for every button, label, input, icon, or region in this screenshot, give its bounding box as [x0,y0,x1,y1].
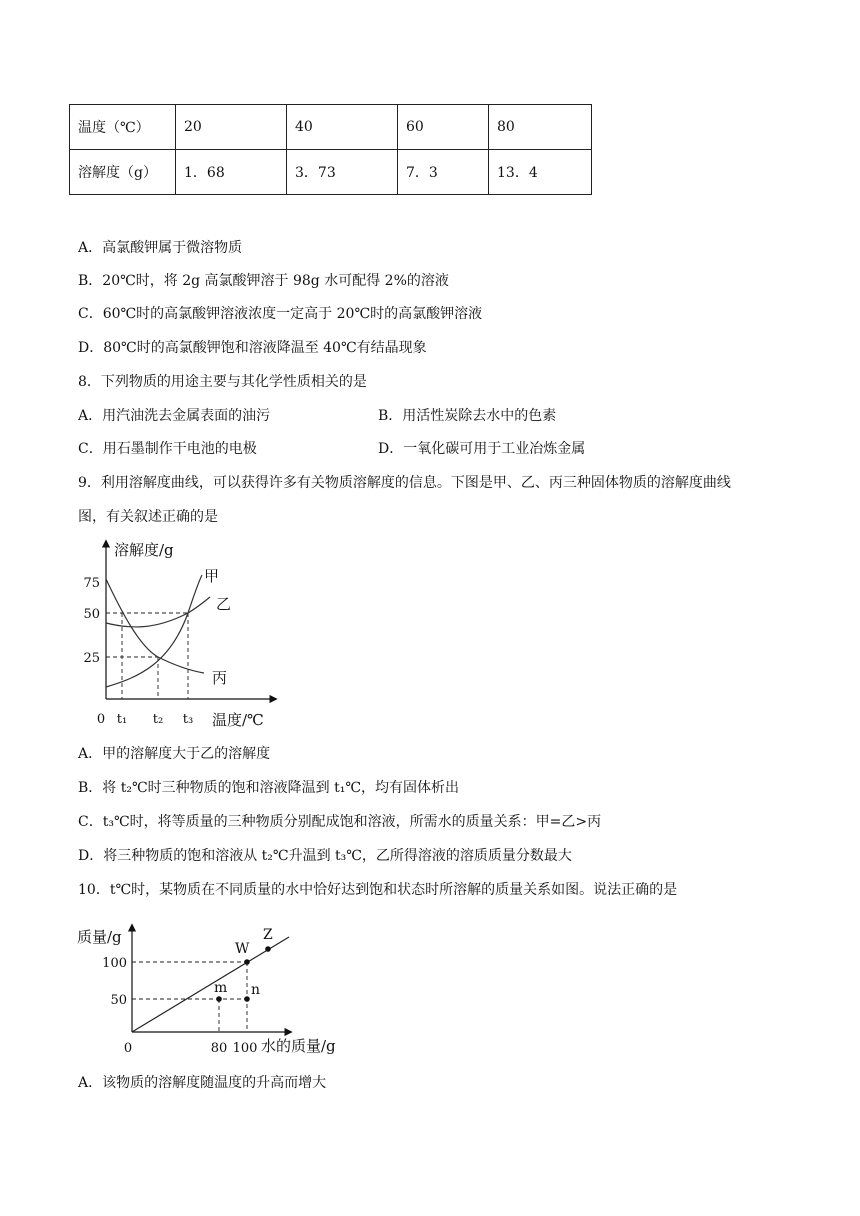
x-tick-t3: t₃ [182,712,194,727]
y-tick-75: 75 [83,576,100,591]
y-tick-50: 50 [110,993,127,1008]
y-axis-label: 质量/g [77,928,122,946]
point-z [265,946,271,952]
point-n-label: n [251,982,261,998]
q9-option-b: B．将 t₂℃时三种物质的饱和溶液降温到 t₁℃，均有固体析出 [78,780,459,796]
table-cell: 20 [176,105,287,150]
q10-stem: 10．t℃时，某物质在不同质量的水中恰好达到饱和状态时所溶解的质量关系如图。说法正确的是 [78,882,678,898]
x-tick-t2: t₂ [152,712,164,727]
x-tick-100: 100 [232,1041,258,1056]
q9-stem: 9．利用溶解度曲线，可以获得许多有关物质溶解度的信息。下图是甲、乙、丙三种固体物质的溶解度曲线 [78,475,731,491]
solubility-table [69,104,592,195]
table-cell: 3．73 [287,150,398,195]
mass-relation-figure [75,915,355,1065]
y-tick-100: 100 [102,956,127,971]
q7-option-c: C．60℃时的高氯酸钾溶液浓度一定高于 20℃时的高氯酸钾溶液 [78,306,483,322]
q7-option-a: A．高氯酸钾属于微溶物质 [78,240,243,256]
table-cell: 7．3 [398,150,489,195]
table-cell: 80 [489,105,592,150]
origin-label: 0 [123,1041,133,1056]
q7-option-b: B．20℃时，将 2g 高氯酸钾溶于 98g 水可配得 2%的溶液 [78,273,449,289]
saturation-line [132,937,289,1032]
q8-option-c: C．用石墨制作干电池的电极 [78,441,257,457]
origin-label: 0 [96,712,106,727]
q9-stem-cont: 图，有关叙述正确的是 [78,509,218,525]
table-cell: 温度（℃） [70,105,176,150]
table-cell: 40 [287,105,398,150]
q9-option-d: D．将三种物质的饱和溶液从 t₂℃升温到 t₃℃，乙所得溶液的溶质质量分数最大 [78,848,572,864]
table-row [70,150,592,195]
table-cell: 1．68 [176,150,287,195]
point-n [244,996,250,1002]
table-cell: 13．4 [489,150,592,195]
q10-option-a: A．该物质的溶解度随温度的升高而增大 [78,1075,327,1091]
curve-label-bing: 丙 [212,669,228,687]
table-cell: 溶解度（g） [70,150,176,195]
table-cell: 60 [398,105,489,150]
curve-label-yi: 乙 [216,595,232,613]
curve-label-jia: 甲 [204,567,220,585]
q9-option-c: C．t₃℃时，将等质量的三种物质分别配成饱和溶液，所需水的质量关系：甲=乙>丙 [78,814,602,830]
solubility-curve-figure [80,535,280,735]
x-axis-label: 温度/℃ [212,711,264,729]
q7-option-d: D．80℃时的高氯酸钾饱和溶液降温至 40℃有结晶现象 [78,340,427,356]
x-tick-80: 80 [210,1041,228,1056]
q8-option-b: B．用活性炭除去水中的色素 [378,408,557,424]
q9-option-a: A．甲的溶解度大于乙的溶解度 [78,746,271,762]
q8-option-d: D．一氧化碳可用于工业冶炼金属 [378,441,586,457]
x-axis-label: 水的质量/g [261,1037,336,1055]
y-axis-label: 溶解度/g [114,541,174,559]
point-m-label: m [214,980,228,996]
q8-option-a: A．用汽油洗去金属表面的油污 [78,408,271,424]
y-tick-25: 25 [83,651,100,666]
point-z-label: Z [263,927,273,943]
point-w [244,959,250,965]
x-tick-t1: t₁ [116,712,128,727]
q8-stem: 8．下列物质的用途主要与其化学性质相关的是 [78,374,367,390]
table-row [70,105,592,150]
point-m [216,996,222,1002]
point-w-label: W [235,941,250,957]
y-tick-50: 50 [83,607,100,622]
